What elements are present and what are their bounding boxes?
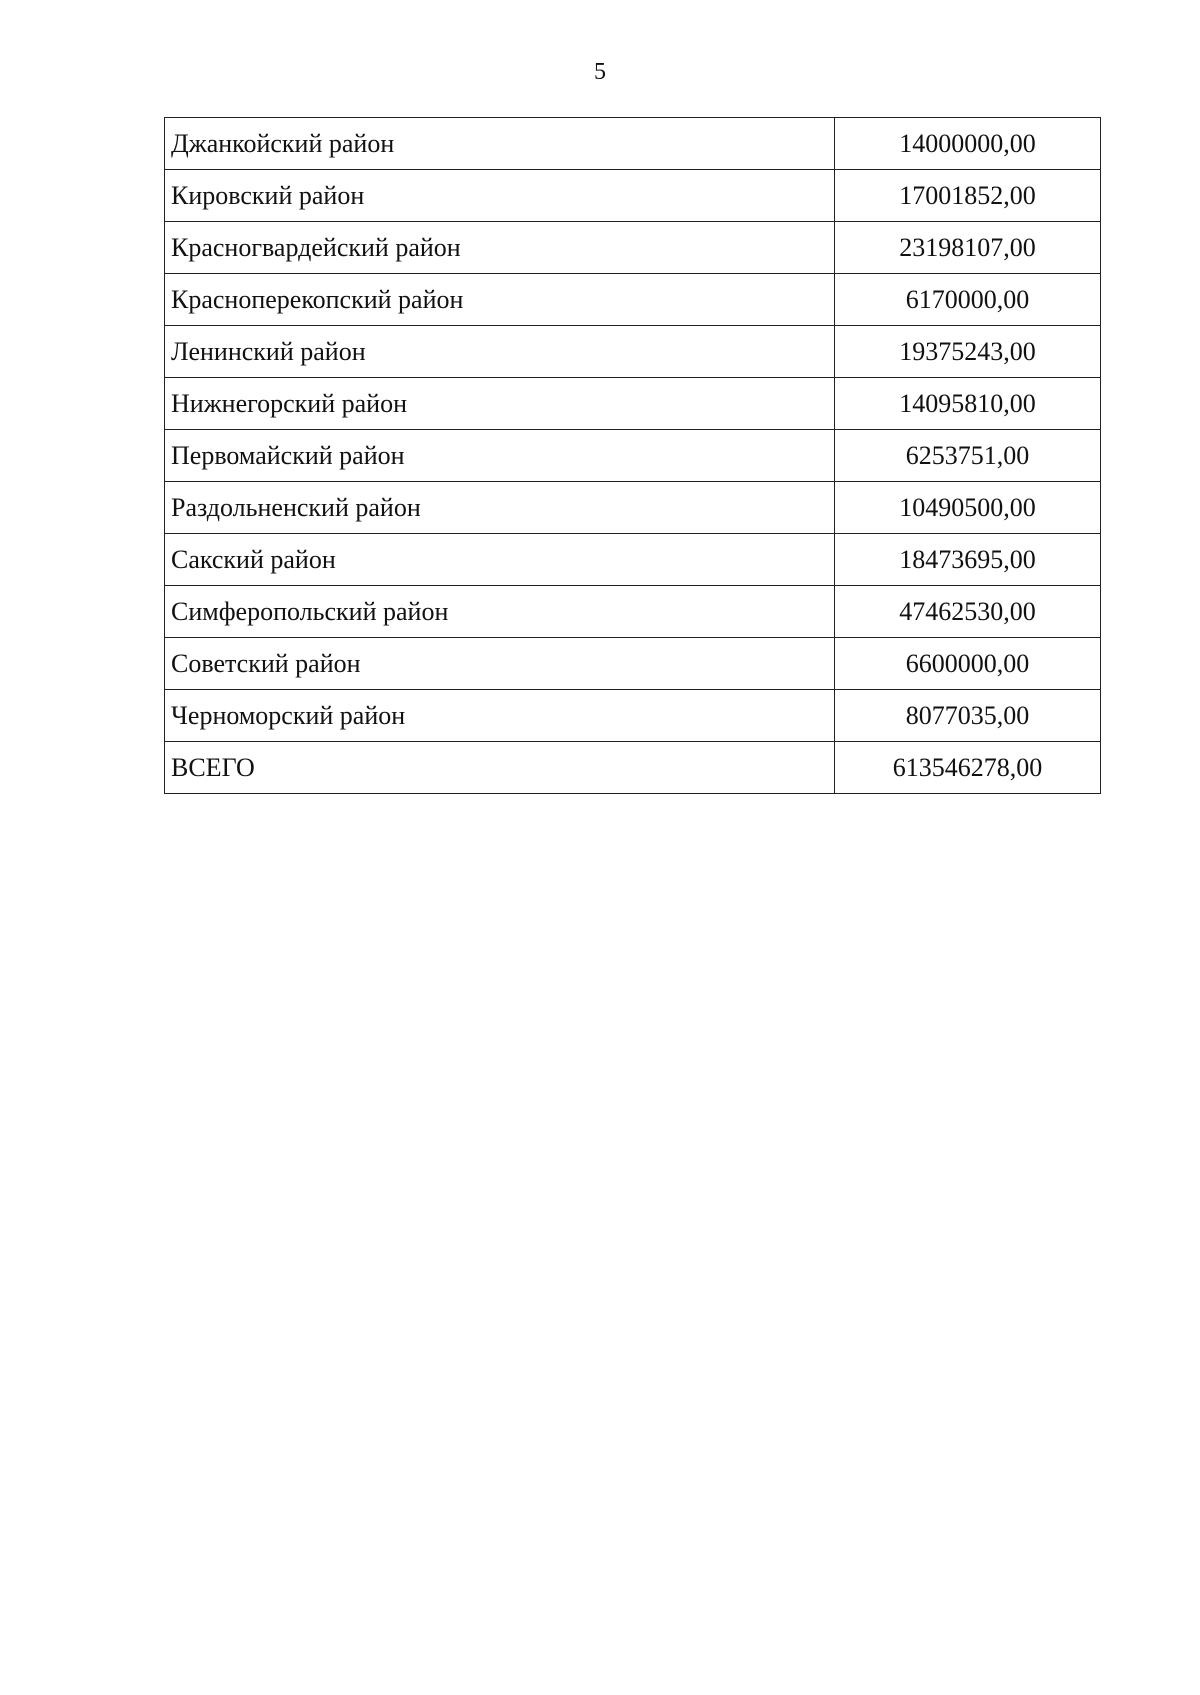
- table-row: [165, 326, 1101, 378]
- district-amount: 6170000,00: [835, 274, 1101, 326]
- district-name: Раздольненский район: [165, 482, 835, 534]
- district-amount: 6253751,00: [835, 430, 1101, 482]
- table-row: [165, 274, 1101, 326]
- district-name: Красногвардейский район: [165, 222, 835, 274]
- district-amount: 18473695,00: [835, 534, 1101, 586]
- table-row: [165, 638, 1101, 690]
- table-row: [165, 118, 1101, 170]
- district-amounts-table: [164, 117, 1101, 794]
- table-row: [165, 586, 1101, 638]
- district-name: Джанкойский район: [165, 118, 835, 170]
- total-label: ВСЕГО: [165, 742, 835, 794]
- district-name: Ленинский район: [165, 326, 835, 378]
- table-row: [165, 222, 1101, 274]
- district-name: Красноперекопский район: [165, 274, 835, 326]
- district-amount: 14095810,00: [835, 378, 1101, 430]
- district-amount: 6600000,00: [835, 638, 1101, 690]
- district-name: Нижнегорский район: [165, 378, 835, 430]
- district-name: Сакский район: [165, 534, 835, 586]
- total-amount: 613546278,00: [835, 742, 1101, 794]
- total-row: [165, 742, 1101, 794]
- district-amount: 10490500,00: [835, 482, 1101, 534]
- district-amount: 47462530,00: [835, 586, 1101, 638]
- district-amount: 23198107,00: [835, 222, 1101, 274]
- table-row: [165, 170, 1101, 222]
- table-row: [165, 482, 1101, 534]
- district-amount: 17001852,00: [835, 170, 1101, 222]
- district-name: Симферопольский район: [165, 586, 835, 638]
- table-body: [165, 118, 1101, 794]
- table-row: [165, 690, 1101, 742]
- district-name: Черноморский район: [165, 690, 835, 742]
- district-name: Кировский район: [165, 170, 835, 222]
- district-name: Первомайский район: [165, 430, 835, 482]
- table-row: [165, 378, 1101, 430]
- district-amount: 19375243,00: [835, 326, 1101, 378]
- district-name: Советский район: [165, 638, 835, 690]
- page-number: 5: [594, 59, 606, 85]
- table-row: [165, 534, 1101, 586]
- table-row: [165, 430, 1101, 482]
- district-amount: 14000000,00: [835, 118, 1101, 170]
- district-amount: 8077035,00: [835, 690, 1101, 742]
